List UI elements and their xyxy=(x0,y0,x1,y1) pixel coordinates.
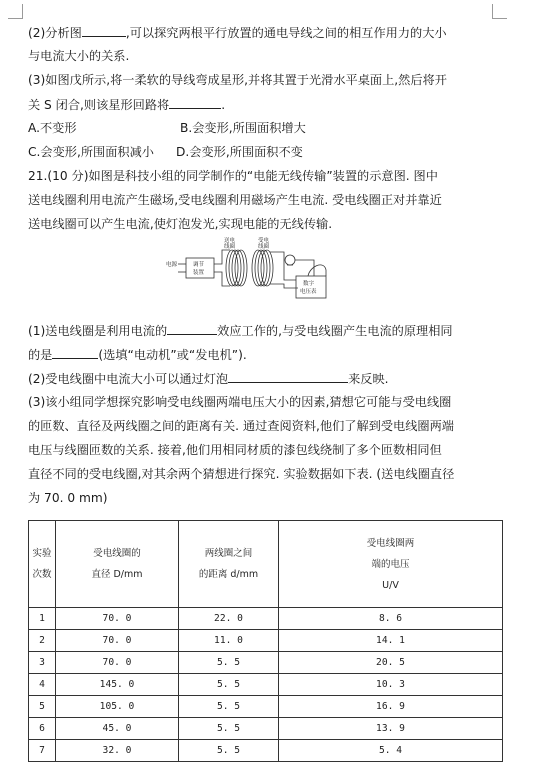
sub-question-line: (1)送电线圈是利用电流的 效应工作的,与受电线圈产生电流的原理相同 xyxy=(28,324,453,338)
sub-question-line: 的是 (选填“电动机”或“发电机”). xyxy=(28,348,247,362)
question-21-line: 送电线圈利用电流产生磁场,受电线圈利用磁场产生电流. 受电线圈正对并靠近 xyxy=(28,193,442,207)
answer-blank[interactable] xyxy=(169,96,221,109)
send-coil xyxy=(226,250,247,286)
question-21-line: 送电线圈可以产生电流,使灯泡发光,实现电能的无线传输. xyxy=(28,217,333,231)
table-row: 2 70. 0 11. 0 14. 1 xyxy=(29,630,503,652)
bulb-icon xyxy=(285,255,295,265)
option-a[interactable]: A.不变形 xyxy=(28,121,77,135)
answer-blank[interactable] xyxy=(228,370,348,383)
wireless-power-figure xyxy=(160,236,350,306)
table-row: 3 70. 0 5. 5 20. 5 xyxy=(29,652,503,674)
table-row: 1 70. 0 22. 0 8. 6 xyxy=(29,608,503,630)
answer-blank[interactable] xyxy=(167,322,217,335)
table-row: 4 145. 0 5. 5 10. 3 xyxy=(29,674,503,696)
header-trial: 实验 次数 xyxy=(29,521,56,608)
data-table xyxy=(28,520,503,762)
text-line: (3)如图戊所示,将一柔软的导线弯成星形,并将其置于光滑水平桌面上,然后将开 xyxy=(28,73,447,87)
svg-text:数字: 数字 xyxy=(303,281,315,287)
header-distance: 两线圈之间 的距离 d/mm xyxy=(179,521,279,608)
table-header-row xyxy=(29,521,503,608)
table-row: 6 45. 0 5. 5 13. 9 xyxy=(29,718,503,740)
label-power: 电源 xyxy=(166,262,178,268)
svg-text:线圈: 线圈 xyxy=(258,244,270,250)
header-diameter: 受电线圈的 直径 D/mm xyxy=(56,521,179,608)
answer-blank[interactable] xyxy=(52,346,98,359)
sub-question-line: (3)该小组同学想探究影响受电线圈两端电压大小的因素,猜想它可能与受电线圈 xyxy=(28,395,452,409)
option-d[interactable]: D.会变形,所围面积不变 xyxy=(176,145,303,159)
receive-coil xyxy=(252,250,273,286)
svg-text:线圈: 线圈 xyxy=(224,244,236,250)
option-c[interactable]: C.会变形,所围面积减小 xyxy=(28,145,154,159)
svg-text:电压表: 电压表 xyxy=(300,289,317,295)
sub-question-line: (2)受电线圈中电流大小可以通过灯泡 来反映. xyxy=(28,372,389,386)
svg-text:装置: 装置 xyxy=(193,270,205,276)
page-corner-mark-left xyxy=(8,4,23,19)
text-line: 关 S 闭合,则该星形回路将 . xyxy=(28,98,226,112)
text-line: 与电流大小的关系. xyxy=(28,49,130,63)
page-corner-mark-right xyxy=(492,4,507,19)
sub-question-line: 直径不同的受电线圈,对其余两个猜想进行探究. 实验数据如下表. (送电线圈直径 xyxy=(28,467,455,481)
header-voltage: 受电线圈两 端的电压 U/V xyxy=(279,521,503,608)
text-line: (2)分析图 ,可以探究两根平行放置的通电导线之间的相互作用力的大小 xyxy=(28,26,447,40)
svg-text:调节: 调节 xyxy=(193,262,205,268)
svg-text:受电: 受电 xyxy=(258,238,270,244)
sub-question-line: 电压与线圈匝数的关系. 接着,他们用相同材质的漆包线绕制了多个匝数相同但 xyxy=(28,443,442,457)
table-row: 7 32. 0 5. 5 5. 4 xyxy=(29,740,503,762)
sub-question-line: 为 70. 0 mm) xyxy=(28,491,108,505)
question-21-line: 21.(10 分)如图是科技小组的同学制作的“电能无线传输”装置的示意图. 图中 xyxy=(28,169,438,183)
table-row: 5 105. 0 5. 5 16. 9 xyxy=(29,696,503,718)
answer-blank[interactable] xyxy=(82,24,126,37)
option-b[interactable]: B.会变形,所围面积增大 xyxy=(180,121,306,135)
sub-question-line: 的匝数、直径及两线圈之间的距离有关. 通过查阅资料,他们了解到受电线圈两端 xyxy=(28,419,454,433)
svg-text:送电: 送电 xyxy=(224,238,236,244)
